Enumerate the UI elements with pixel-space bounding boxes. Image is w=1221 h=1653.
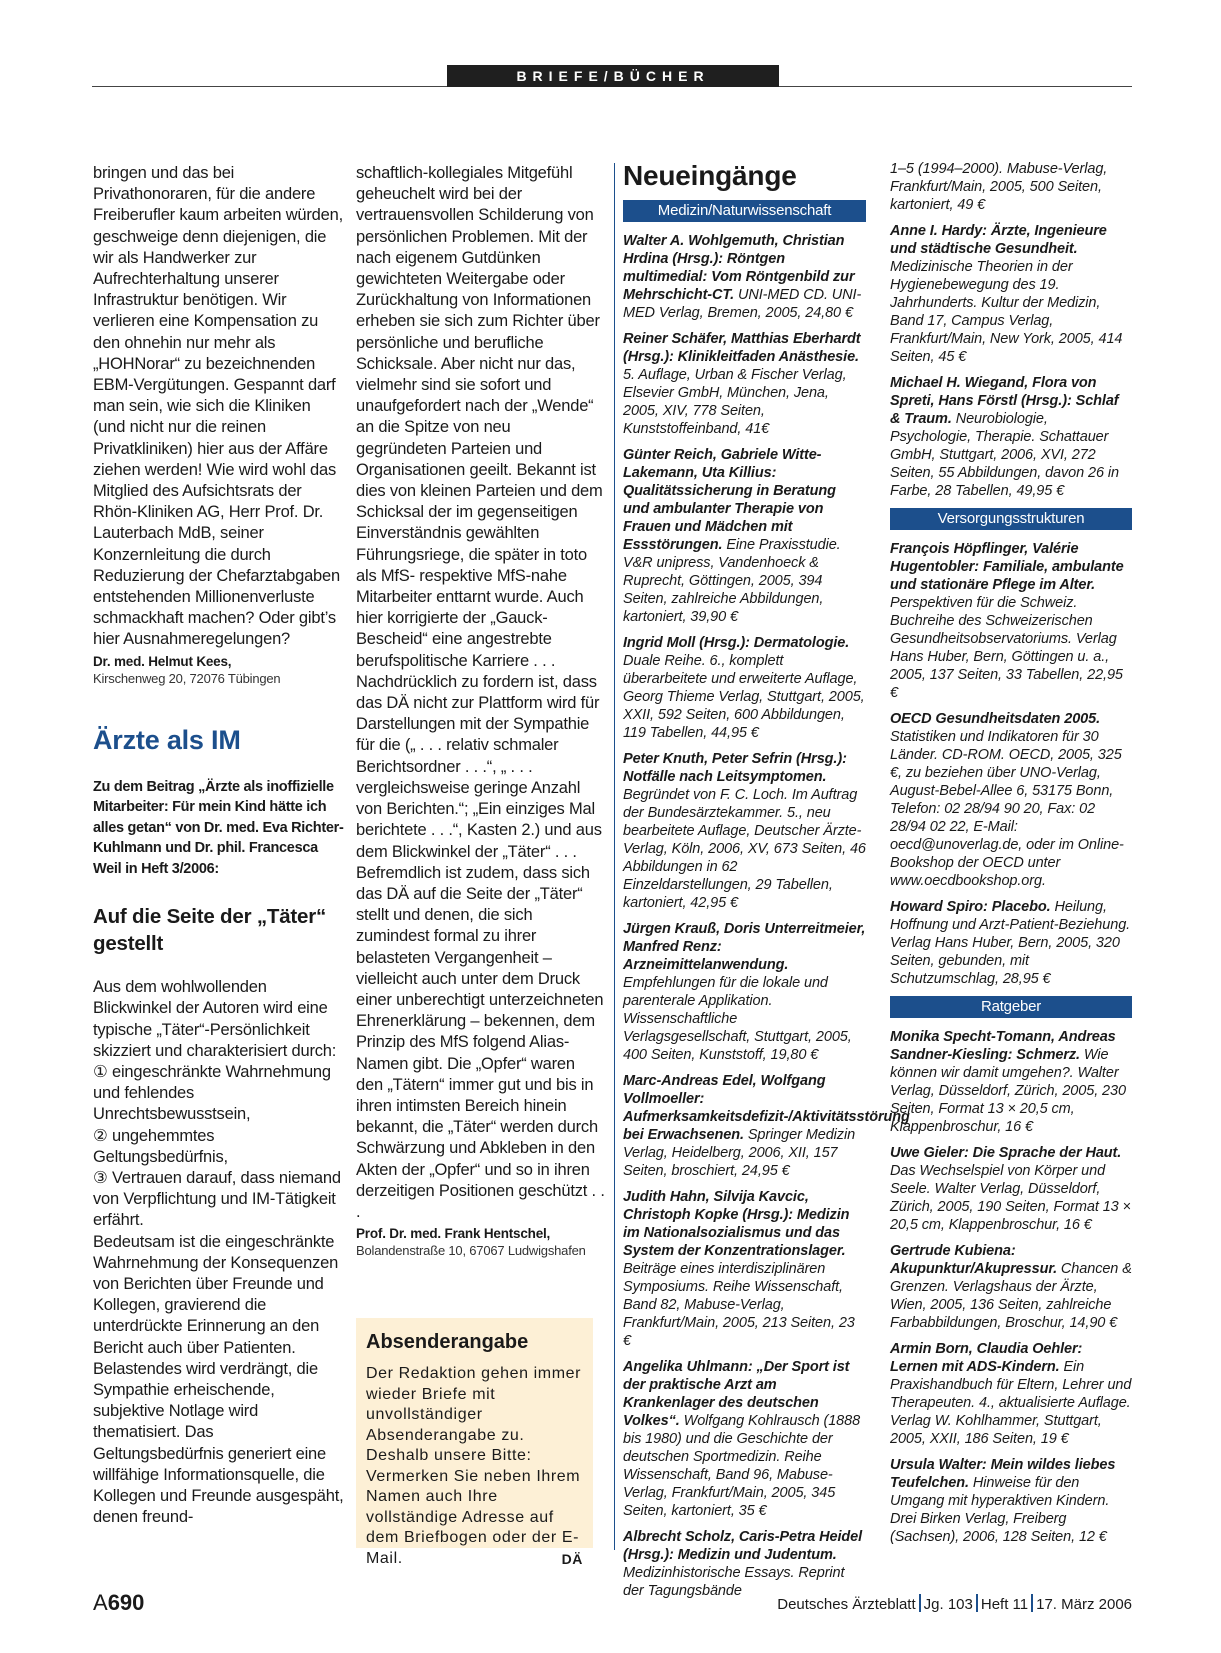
book-title: Marc-Andreas Edel, Wolfgang Vollmoeller: Aufmerksamkeitsdefizit-/Aktivitätsstörung bei Erwachsenen.	[623, 1073, 910, 1143]
book-entry	[890, 222, 1132, 366]
book-details: Hinweise für den Umgang mit hyperaktiven Kindern. Drei Birken Verlag, Freiberg (Sachsen), 2006, 128 Seiten, 12 €	[890, 1475, 1110, 1545]
journal-name: Deutsches Ärzteblatt	[777, 1596, 916, 1613]
box-body: Der Redaktion gehen immer wieder Briefe mit unvollständiger Absenderangabe zu. Deshalb unsere Bitte: Vermerken Sie neben Ihrem Namen auch Ihre vollständige Adresse auf dem Briefbogen oder der E-Mail.	[366, 1365, 582, 1567]
separator	[1031, 1594, 1033, 1612]
book-details: Begründet von F. C. Loch. Im Auftrag der Bundesärztekammer. 5., neu bearbeitete Auflage, Deutscher Ärzte-Verlag, Köln, 2006, XV, 673 Seiten, 46 Abbildungen in 62 Einzeldarstellungen, 29 Tabellen, kartoniert, 42,95 €	[623, 787, 866, 911]
book-entry	[623, 232, 866, 322]
book-details: Chancen & Grenzen. Verlagshaus der Ärzte, Wien, 2005, 136 Seiten, zahlreiche Farbabbildungen, Broschur, 14,90 €	[890, 1261, 1132, 1331]
book-title: François Höpflinger, Valérie Hugentobler: Familiale, ambulante und stationäre Pflege im Alter.	[890, 541, 1124, 593]
category-bar: Medizin/Naturwissenschaft	[623, 200, 866, 222]
category-bar: Ratgeber	[890, 996, 1132, 1018]
book-title: OECD Gesundheitsdaten 2005.	[890, 711, 1101, 727]
list-item: ① eingeschränkte Wahrnehmung und fehlendes Unrechtsbewusstsein,	[93, 1062, 331, 1124]
new-arrivals-title: Neueingänge	[623, 160, 797, 191]
book-title: Anne I. Hardy: Ärzte, Ingenieure und städtische Gesundheit.	[890, 223, 1107, 257]
book-details: Springer Medizin Verlag, Heidelberg, 2006, XII, 157 Seiten, broschiert, 24,95 €	[623, 1127, 856, 1179]
book-title: Ursula Walter: Mein wildes liebes Teufelchen.	[890, 1457, 1116, 1491]
book-entry	[890, 898, 1132, 988]
book-details: Wie können wir damit umgehen?. Walter Verlag, Düsseldorf, Zürich, 2005, 230 Seiten, Format 13 × 20,5 cm, Klappenbroschur, 16 €	[890, 1047, 1126, 1135]
book-entry	[623, 446, 866, 626]
section-title: Ärzte als IM	[93, 724, 241, 755]
book-list	[890, 222, 1132, 500]
book-title: Angelika Uhlmann: „Der Sport ist der praktische Arzt am Krankenlager des deutschen Volkes“.	[623, 1359, 850, 1429]
journal-info	[777, 1594, 1132, 1613]
book-title: Ingrid Moll (Hrsg.): Dermatologie.	[623, 635, 850, 651]
book-entry	[890, 710, 1132, 890]
book-title: Michael H. Wiegand, Flora von Spreti, Hans Förstl (Hrsg.): Schlaf & Traum.	[890, 375, 1119, 427]
letter-headline: Auf die Seite der „Täter“ gestellt	[93, 905, 327, 956]
book-details: Statistiken und Indikatoren für 30 Länder. CD-ROM. OECD, 2005, 325 €, zu beziehen über UNO-Verlag, August-Bebel-Allee 6, 53175 Bonn, Telefon: 02 28/94 90 20, Fax: 02 28/94 02 22, E-Mail: oecd@unoverlag.de, oder im Online-Bookshop der OECD unter www.oecdbookshop.org.	[890, 729, 1124, 889]
book-details: Medizinische Theorien in der Hygienebewegung des 19. Jahrhunderts. Kultur der Medizin, Band 17, Campus Verlag, Frankfurt/Main, New York, 2005, 414 Seiten, 45 €	[890, 259, 1123, 365]
book-entry	[890, 1242, 1132, 1332]
book-title: Judith Hahn, Silvija Kavcic, Christoph Kopke (Hrsg.): Medizin im Nationalsozialismus und das System der Konzentrationslager.	[623, 1189, 850, 1259]
letter-body: bringen und das bei Privathonoraren, für die andere Freiberufler kaum arbeiten würden, geschweige denn diejenigen, die wir als Handwerker zur Aufrechterhaltung unserer Infrastruktur benötigen. Wir verlieren eine Kompensation zu den ohnehin nur mehr als „HOHNorar“ zu bezeichnenden EBM-Vergütungen. Gespannt darf man sein, wie sich die Kliniken (und nicht nur die reinen Privatkliniken) hier aus der Affäre ziehen werden! Wie wird wohl das Mitglied des Aufsichtsrats der Rhön-Kliniken AG, Herr Prof. Dr. Lauterbach MdB, seiner Konzernleitung die durch Reduzierung der Chefarztabgaben entstehenden Millionenverluste schmackhaft machen? Oder gibt’s hier Ausnahmeregelungen?	[93, 164, 343, 649]
book-details: Empfehlungen für die lokale und parenterale Applikation. Wissenschaftliche Verlagsgesellschaft, Stuttgart, 2005, 400 Seiten, Kunststoff, 19,80 €	[623, 975, 852, 1063]
signature-address: Kirschenweg 20, 72076 Tübingen	[93, 670, 281, 686]
book-entry	[890, 374, 1132, 500]
book-list	[623, 232, 910, 1600]
book-list	[890, 540, 1132, 988]
book-details: UNI-MED CD. UNI-MED Verlag, Bremen, 2005, 24,80 €	[623, 287, 862, 321]
column-4	[890, 160, 1132, 1554]
letter-body: schaftlich-kollegiales Mitgefühl geheuchelt wird bei der vertrauensvollen Schilderung von persönlichen Problemen. Mit der nach eigenem Gutdünken gewichteten Weitergabe oder Zurückhaltung von Informationen erheben sie sich zum Richter über persönliche und berufliche Schicksale. Aber nicht nur das, vielmehr sind sie sofort und unaufgefordert nach der „Wende“ an die Spitze von neu gegründeten Parteien und Organisationen geeilt. Bekannt ist dies von kleinen Parteien und dem Schicksal der im gegenseitigen Einverständnis gewählten Führungsriege, die später in toto als MfS- respektive MfS-nahe Mitarbeiter enttarnt wurde. Auch hier korrigierte der „Gauck-Bescheid“ eine angestrebte berufspolitische Karriere . . . Nachdrücklich zu fordern ist, dass das DÄ nicht zur Plattform wird für Darstellungen mit der Sympathie für die („ . . . relativ schmaler Berichtsordner . . .“, „ . . . vergleichsweise geringe Anzahl von Berichten.“; „Ein einziges Mal berichtete . . .“, Kasten 2.) und aus dem Blickwinkel der „Täter“ . . . Befremdlich ist zudem, dass sich das DÄ auf die Seite der „Täter“ stellt und denen, die sich zumindest formal zu ihrer belasteten Vergangenheit – vielleicht auch unter dem Druck einer unberechtigt unterzeichneten Ehrenerklärung – bekennen, dem Prinzip des MfS folgend Alias-Namen gibt. Die „Opfer“ waren den „Tätern“ immer gut und bis in ihren intimsten Bereich hinein bekannt, die „Täter“ werden durch Schwärzung und Abkleben in den Akten der „Opfer“ und so in ihren derzeitigen Positionen geschützt . . .	[356, 164, 605, 1221]
page-number	[93, 1590, 144, 1616]
book-entry	[890, 1028, 1132, 1136]
book-entry	[623, 1188, 866, 1350]
column-divider	[614, 163, 615, 1550]
column-1	[93, 163, 345, 1528]
book-details: Neurobiologie, Psychologie, Therapie. Schattauer GmbH, Stuttgart, 2006, XVI, 272 Seiten, 55 Abbildungen, davon 26 in Farbe, 28 Tabellen, 49,95 €	[890, 411, 1119, 499]
book-entry	[623, 330, 866, 438]
book-entry	[623, 1528, 866, 1600]
book-details: Das Wechselspiel von Körper und Seele. Walter Verlag, Düsseldorf, Zürich, 2005, 190 Seiten, Format 13 × 20,5 cm, Klappenbroschur, 16 €	[890, 1163, 1131, 1233]
section-tag: BRIEFE/BÜCHER	[447, 65, 779, 87]
book-title: Howard Spiro: Placebo.	[890, 899, 1051, 915]
book-details: Medizinhistorische Essays. Reprint der Tagungsbände	[623, 1565, 845, 1599]
book-title: Uwe Gieler: Die Sprache der Haut.	[890, 1145, 1122, 1161]
separator	[919, 1594, 921, 1612]
book-list	[890, 1028, 1132, 1546]
book-details: Beiträge eines interdisziplinären Symposiums. Reihe Wissenschaft, Band 82, Mabuse-Verlag, Frankfurt/Main, 2005, 213 Seiten, 23 €	[623, 1261, 855, 1349]
sender-info-box	[356, 1318, 593, 1567]
book-entry	[890, 1144, 1132, 1234]
journal-issue: Heft 11	[980, 1596, 1029, 1613]
book-entry	[623, 634, 866, 742]
book-title: Walter A. Wohlgemuth, Christian Hrdina (Hrsg.): Röntgen multimedial: Vom Röntgenbild zur Mehrschicht-CT.	[623, 233, 855, 303]
book-entry	[890, 1456, 1132, 1546]
list-item: ③ Vertrauen darauf, dass niemand von Verpflichtung und IM-Tätigkeit erfährt.	[93, 1169, 341, 1230]
box-title: Absenderangabe	[366, 1331, 529, 1353]
book-title: Gertrude Kubiena: Akupunktur/Akupressur.	[890, 1243, 1057, 1277]
book-title: Reiner Schäfer, Matthias Eberhardt (Hrsg.): Klinikleitfaden Anästhesie.	[623, 331, 861, 365]
box-signature: DÄ	[561, 1550, 583, 1567]
book-title: Jürgen Krauß, Doris Unterreitmeier, Manfred Renz: Arzneimittelanwendung.	[623, 921, 866, 973]
book-details: Eine Praxisstudie. V&R unipress, Vandenhoeck & Ruprecht, Göttingen, 2005, 394 Seiten, zahlreiche Abbildungen, kartoniert, 39,90 €	[623, 537, 841, 625]
book-details: Wolfgang Kohlrausch (1888 bis 1980) und die Geschichte der deutschen Sportmedizin. Reihe Wissenschaft, Band 96, Mabuse-Verlag, Frankfurt/Main, 2005, 345 Seiten, kartoniert, 35 €	[623, 1413, 861, 1519]
letter-paragraph: Aus dem wohlwollenden Blickwinkel der Autoren wird eine typische „Täter“-Persönlichkeit skizziert und charakterisiert durch:	[93, 978, 337, 1060]
journal-date: 17. März 2006	[1036, 1596, 1132, 1613]
signature-name: Prof. Dr. med. Frank Hentschel,	[356, 1226, 551, 1242]
book-entry-continued: 1–5 (1994–2000). Mabuse-Verlag, Frankfurt/Main, 2005, 500 Seiten, kartoniert, 49 €	[890, 161, 1108, 213]
box-text	[366, 1364, 583, 1569]
list-item: ② ungehemmtes Geltungsbedürfnis,	[93, 1126, 228, 1166]
page-number-value: 690	[107, 1590, 145, 1615]
book-entry	[890, 1340, 1132, 1448]
article-reference: Zu dem Beitrag „Ärzte als inoffizielle Mitarbeiter: Für mein Kind hätte ich alles getan“ von Dr. med. Eva Richter-Kuhlmann und Dr. phil. Francesca Weil in Heft 3/2006:	[93, 778, 344, 877]
book-entry	[623, 1072, 910, 1180]
book-details: Perspektiven für die Schweiz. Buchreihe des Schweizerischen Gesundheitsobservatoriums. Verlag Hans Huber, Bern, Göttingen u. a., 2005, 137 Seiten, 33 Tabellen, 22,95 €	[890, 595, 1123, 701]
book-entry	[623, 920, 866, 1064]
book-details: Heilung, Hoffnung und Arzt-Patient-Beziehung. Verlag Hans Huber, Bern, 2005, 320 Seiten, gebunden, mit Schutzumschlag, 28,95 €	[890, 899, 1131, 987]
book-details: Duale Reihe. 6., komplett überarbeitete und erweiterte Auflage, Georg Thieme Verlag, Stuttgart, 2005, XXII, 592 Seiten, 600 Abbildungen, 119 Tabellen, 44,95 €	[623, 653, 865, 741]
separator	[976, 1594, 978, 1612]
book-details: 5. Auflage, Urban & Fischer Verlag, Elsevier GmbH, München, Jena, 2005, XIV, 778 Seiten, Kunststoffeinband, 41€	[623, 367, 847, 437]
book-title: Armin Born, Claudia Oehler: Lernen mit ADS-Kindern.	[890, 1341, 1083, 1375]
signature-name: Dr. med. Helmut Kees,	[93, 653, 232, 669]
book-title: Peter Knuth, Peter Sefrin (Hrsg.): Notfälle nach Leitsymptomen.	[623, 751, 847, 785]
column-2	[356, 163, 605, 1259]
book-title: Günter Reich, Gabriele Witte-Lakemann, Uta Killius: Qualitätssicherung in Beratung und ambulanter Therapie von Frauen und Mädchen mit Essstörungen.	[623, 447, 836, 553]
journal-volume: Jg. 103	[923, 1596, 973, 1613]
book-entry	[623, 750, 866, 912]
book-entry	[890, 540, 1132, 702]
book-title: Albrecht Scholz, Caris-Petra Heidel (Hrsg.): Medizin und Judentum.	[623, 1529, 863, 1563]
letter-paragraph: Bedeutsam ist die eingeschränkte Wahrnehmung der Konsequenzen von Berichten über Freunde und Kollegen, gravierend die unterdrückte Erinnerung an den Bericht auch über Patienten. Belastendes wird verdrängt, die Sympathie erheischende, subjektive Notlage wird thematisiert. Das Geltungsbedürfnis generiert eine willfähige Informationsquelle, die Kollegen und Freunde ausgespäht, denen freund-	[93, 1232, 344, 1527]
book-details: Ein Praxishandbuch für Eltern, Lehrer und Therapeuten. 4., aktualisierte Auflage. Verlag W. Kohlhammer, Stuttgart, 2005, XXII, 186 Seiten, 19 €	[890, 1359, 1132, 1447]
signature-address: Bolandenstraße 10, 67067 Ludwigshafen	[356, 1243, 586, 1259]
page-prefix: A	[93, 1590, 108, 1615]
book-entry	[623, 1358, 866, 1520]
book-title: Monika Specht-Tomann, Andreas Sandner-Kiesling: Schmerz.	[890, 1029, 1116, 1063]
category-bar: Versorgungsstrukturen	[890, 508, 1132, 530]
